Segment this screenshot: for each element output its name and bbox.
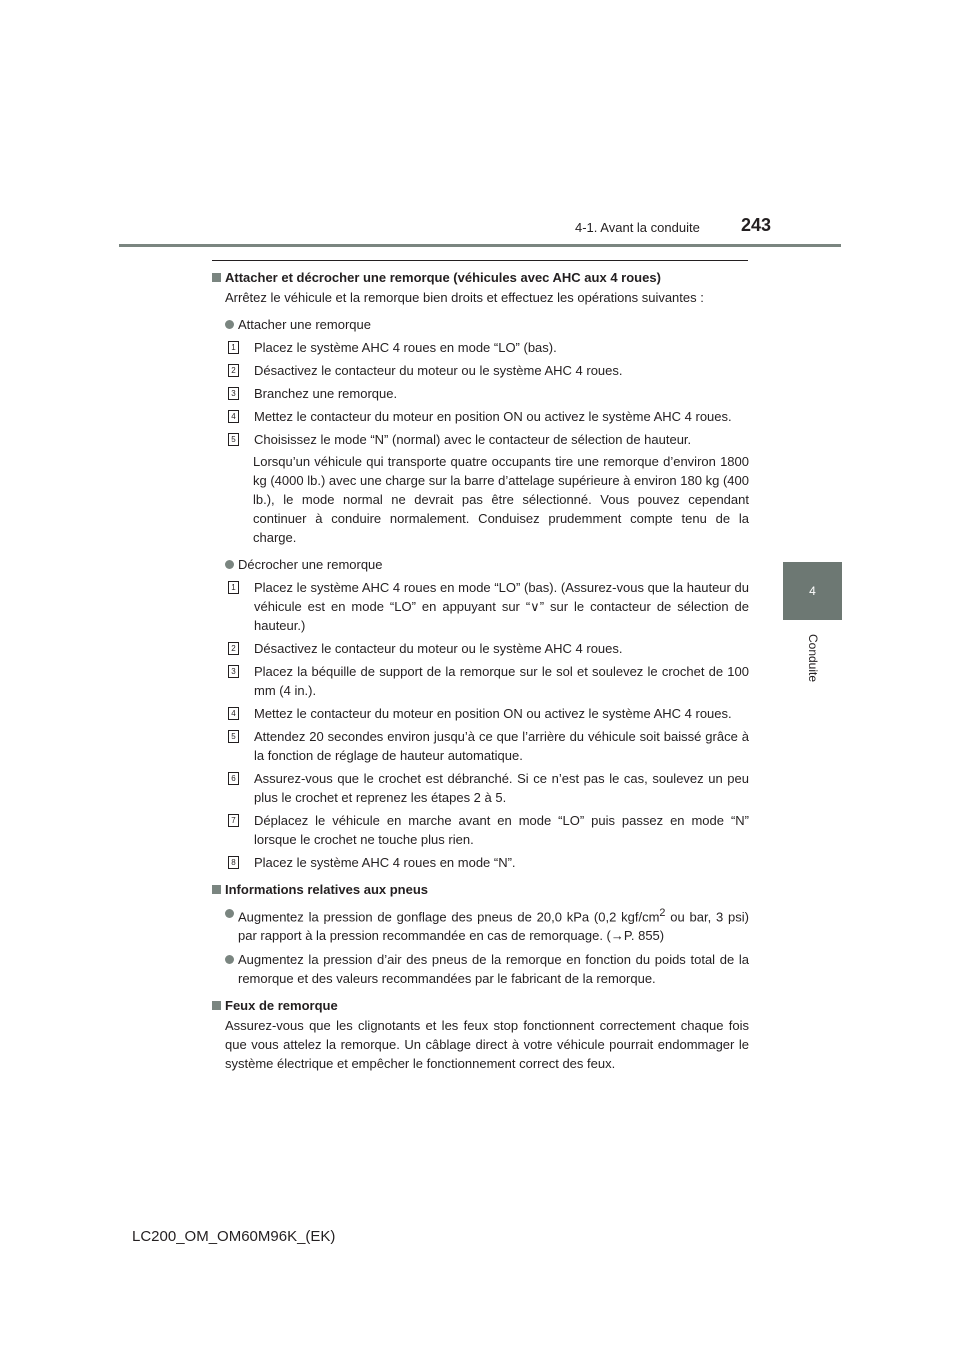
tires-bullet-1-pre: Augmentez la pression de gonflage des pneus de 20,0 kPa (0,2 kgf/cm (238, 909, 660, 925)
section-heading-attach (212, 268, 749, 287)
step-text: Placez le système AHC 4 roues en mode “LO” (bas). (254, 340, 557, 355)
step-item (228, 769, 749, 807)
page-number: 243 (741, 215, 772, 235)
tires-bullet-2-text: Augmentez la pression d’air des pneus de la remorque en fonction du poids total de la remorque et des valeurs recommandées par le fabricant de la remorque. (238, 952, 749, 987)
step-text: Placez le système AHC 4 roues en mode “LO” (bas). (Assurez-vous que la hauteur du véhicule est en mode “LO” en appuyant sur “∨” sur le contacteur de sélection de hauteur.) (254, 580, 749, 633)
step-text: Attendez 20 secondes environ jusqu’à ce que l’arrière du véhicule soit baissé grâce à la fonction de réglage de hauteur automatique. (254, 729, 749, 763)
square-bullet-icon (212, 885, 221, 894)
step-item (228, 853, 749, 872)
step-text: Placez la béquille de support de la remorque sur le sol et soulevez le crochet de 100 mm (4 in.). (254, 664, 749, 698)
step-number-box: 5 (228, 730, 239, 743)
step-item (228, 407, 749, 426)
step-number-box: 1 (228, 341, 239, 354)
round-bullet-icon (225, 560, 234, 569)
step-item (228, 361, 749, 380)
step-number-box: 4 (228, 707, 239, 720)
step-item (228, 338, 749, 357)
step-item (228, 430, 749, 449)
tires-bullet-1-post: ou bar, 3 psi) par rapport à la pression recommandée en cas de remorquage. (→P. 855) (238, 909, 749, 944)
round-bullet-icon (225, 909, 234, 918)
step-number-box: 3 (228, 387, 239, 400)
step-number-box: 7 (228, 814, 239, 827)
step-text: Mettez le contacteur du moteur en position ON ou activez le système AHC 4 roues. (254, 706, 732, 721)
step-number-box: 4 (228, 410, 239, 423)
step-number-box: 1 (228, 581, 239, 594)
step-text: Placez le système AHC 4 roues en mode “N”. (254, 855, 516, 870)
step-number-box: 8 (228, 856, 239, 869)
step-text: Désactivez le contacteur du moteur ou le système AHC 4 roues. (254, 363, 623, 378)
section-heading-tires (212, 880, 749, 899)
attach-note: Lorsqu’un véhicule qui transporte quatre occupants tire une remorque d’environ 1800 kg (4000 lb.) avec une charge sur la barre d’attelage supérieure à environ 180 kg (400 lb.), le mode normal ne devrait pas être sélectionné. Vous pouvez cependant continuer à conduire normalement. Conduisez prudemment compte tenu de la charge. (253, 454, 749, 545)
step-item (228, 727, 749, 765)
round-bullet-icon (225, 320, 234, 329)
tires-bullet-1-sup: 2 (659, 907, 666, 919)
document-code: LC200_OM_OM60M96K_(EK) (132, 1228, 336, 1245)
step-item (228, 662, 749, 700)
chapter-title: 4-1. Avant la conduite (575, 220, 700, 235)
step-text: Choisissez le mode “N” (normal) avec le contacteur de sélection de hauteur. (254, 432, 692, 447)
attach-intro: Arrêtez le véhicule et la remorque bien droits et effectuez les opérations suivantes : (225, 290, 704, 305)
header-rule (119, 244, 841, 247)
step-text: Déplacez le véhicule en marche avant en mode “LO” puis passez en mode “N” lorsque le crochet ne touche plus rien. (254, 813, 749, 847)
tires-bullet-1 (225, 904, 749, 945)
lights-text: Assurez-vous que les clignotants et les feux stop fonctionnent correctement chaque fois que vous attelez la remorque. Un câblage direct à votre véhicule pourrait endommager le système électrique et empêcher le fonctionnement correct des feux. (225, 1018, 749, 1072)
square-bullet-icon (212, 273, 221, 282)
step-text: Branchez une remorque. (254, 386, 398, 401)
step-item (228, 704, 749, 723)
step-text: Assurez-vous que le crochet est débranché. Si ce n’est pas le cas, soulevez un peu plus le crochet et reprenez les étapes 2 à 5. (254, 771, 749, 805)
detach-steps-list (212, 578, 749, 872)
step-item (228, 578, 749, 635)
section-heading-lights-text: Feux de remorque (225, 998, 338, 1014)
step-text: Désactivez le contacteur du moteur ou le système AHC 4 roues. (254, 641, 623, 656)
step-text: Mettez le contacteur du moteur en position ON ou activez le système AHC 4 roues. (254, 409, 732, 424)
step-item (228, 811, 749, 849)
section-heading-attach-text: Attacher et décrocher une remorque (véhicules avec AHC aux 4 roues) (225, 270, 661, 285)
bullet-detach (225, 555, 749, 574)
step-number-box: 5 (228, 433, 239, 446)
section-rule (212, 260, 748, 261)
step-item (228, 384, 749, 403)
main-content (212, 268, 749, 1073)
tires-bullet-2 (225, 950, 749, 988)
square-bullet-icon (212, 1001, 221, 1010)
chapter-tab: 4 (783, 562, 842, 620)
chapter-tab-label-text: Conduite (806, 633, 820, 683)
chapter-tab-label (783, 628, 842, 688)
step-number-box: 2 (228, 364, 239, 377)
section-heading-tires-text: Informations relatives aux pneus (225, 882, 429, 897)
section-heading-lights (212, 996, 749, 1015)
step-number-box: 3 (228, 665, 239, 678)
tires-bullet-1-text (238, 904, 749, 945)
bullet-attach (225, 315, 749, 334)
attach-steps-list (212, 338, 749, 449)
bullet-detach-text: Décrocher une remorque (238, 557, 383, 572)
round-bullet-icon (225, 955, 234, 964)
step-number-box: 2 (228, 642, 239, 655)
bullet-attach-text: Attacher une remorque (238, 317, 371, 332)
step-number-box: 6 (228, 772, 239, 785)
step-item (228, 639, 749, 658)
